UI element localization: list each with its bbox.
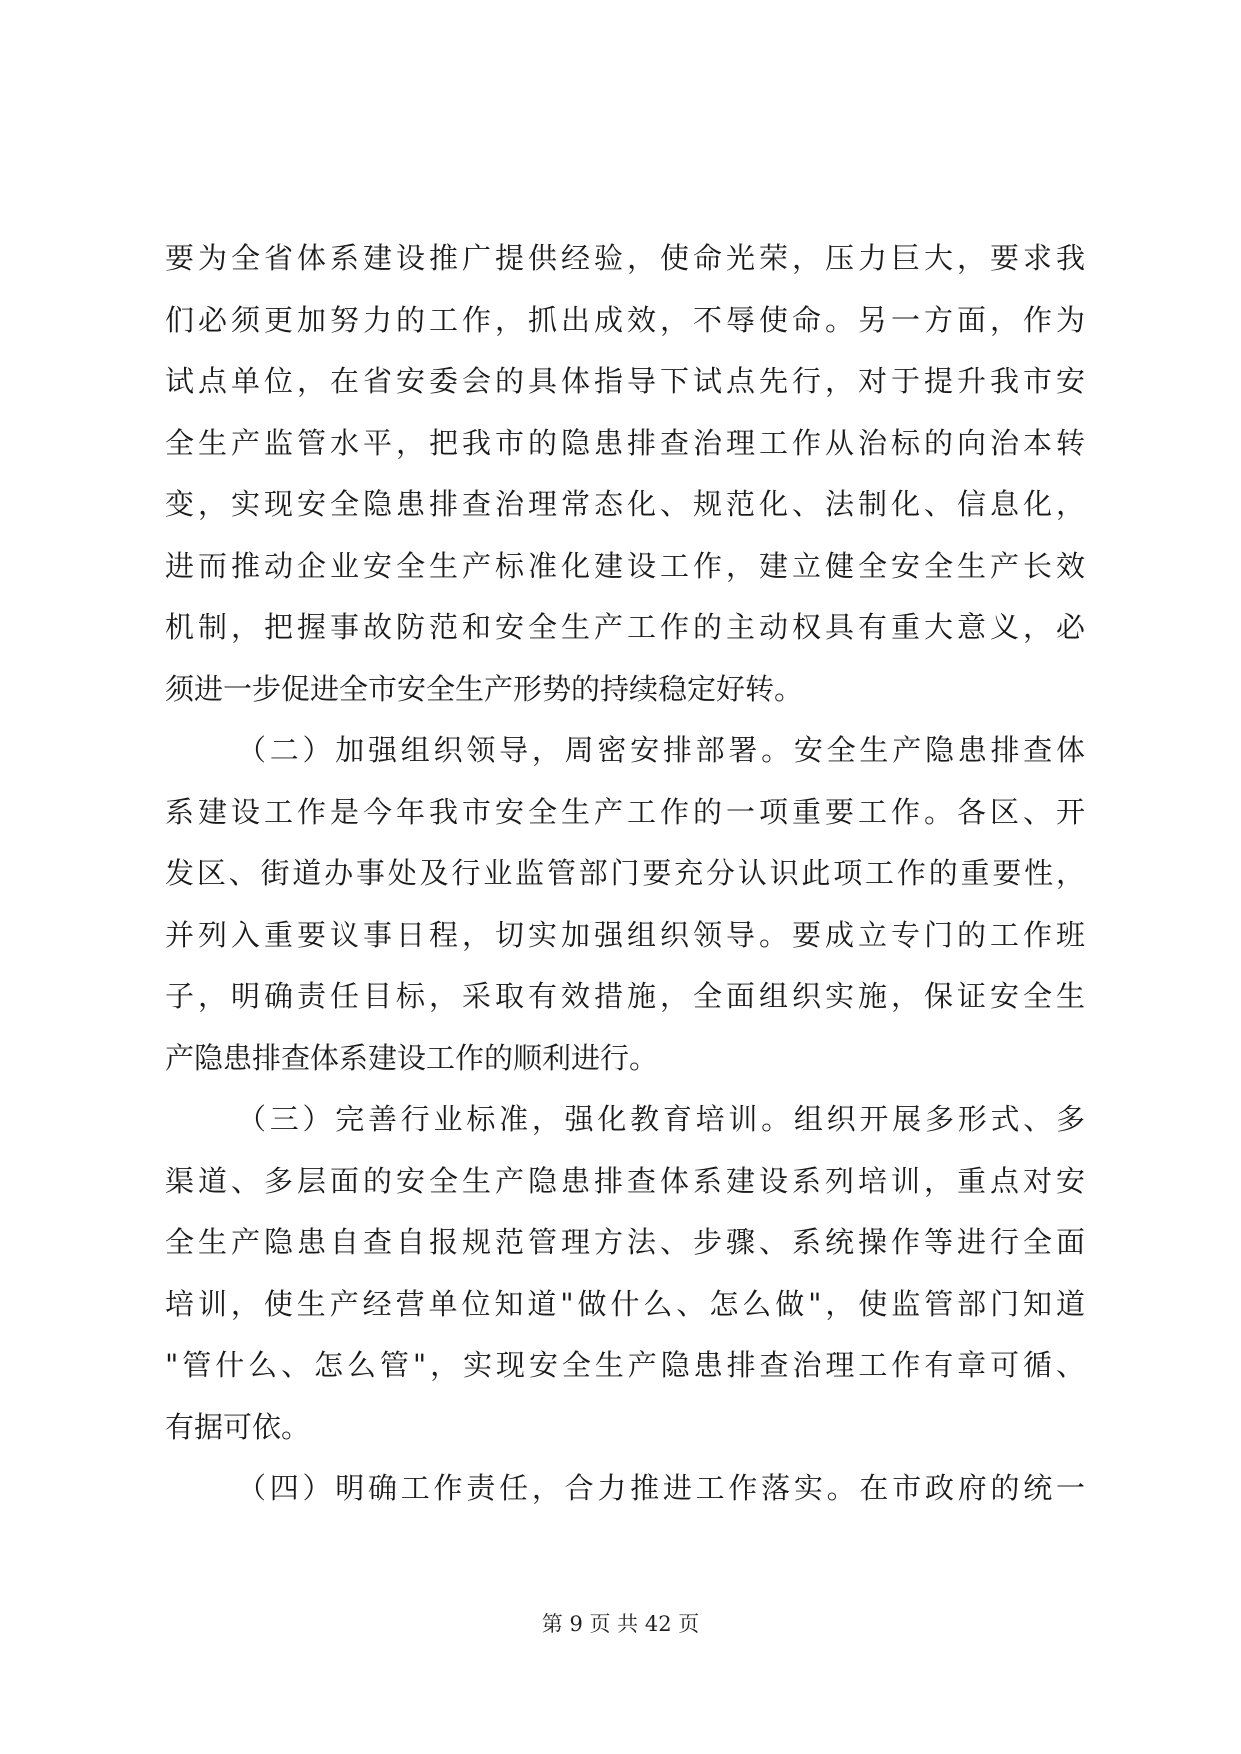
text-line: 进而推动企业安全生产标准化建设工作，建立健全安全生产长效 (165, 548, 1085, 583)
text-line: （四）明确工作责任，合力推进工作落实。在市政府的统一 (237, 1471, 1085, 1505)
text-line: 全生产隐患自查自报规范管理方法、步骤、系统操作等进行全面 (165, 1225, 1085, 1259)
text-line: 渠道、多层面的安全生产隐患排查体系建设系列培训，重点对安 (165, 1163, 1085, 1198)
text-line: "管什么、怎么管"，实现安全生产隐患排查治理工作有章可循、 (165, 1348, 1085, 1382)
text-line: 有据可依。 (165, 1409, 311, 1444)
text-line: 并列入重要议事日程，切实加强组织领导。要成立专门的工作班 (165, 917, 1085, 952)
text-line: 要为全省体系建设推广提供经验，使命光荣，压力巨大，要求我 (165, 241, 1085, 275)
text-line: 培训，使生产经营单位知道"做什么、怎么做"，使监管部门知道 (165, 1286, 1085, 1321)
text-line: 全生产监管水平，把我市的隐患排查治理工作从治标的向治本转 (165, 425, 1085, 460)
text-line: 变，实现安全隐患排查治理常态化、规范化、法制化、信息化， (165, 487, 1085, 521)
text-line: 系建设工作是今年我市安全生产工作的一项重要工作。各区、开 (165, 794, 1085, 829)
text-line: 子，明确责任目标，采取有效措施，全面组织实施，保证安全生 (165, 979, 1085, 1013)
text-line: 发区、街道办事处及行业监管部门要充分认识此项工作的重要性， (165, 856, 1085, 890)
document-body (165, 228, 1085, 1520)
text-line: 机制，把握事故防范和安全生产工作的主动权具有重大意义，必 (165, 610, 1085, 644)
text-line: （三）完善行业标准，强化教育培训。组织开展多形式、多 (237, 1102, 1085, 1136)
text-line: （二）加强组织领导，周密安排部署。安全生产隐患排查体 (237, 733, 1085, 767)
text-line: 产隐患排查体系建设工作的顺利进行。 (165, 1040, 659, 1075)
text-line: 须进一步促进全市安全生产形势的持续稳定好转。 (165, 671, 804, 706)
text-line: 试点单位，在省安委会的具体指导下试点先行，对于提升我市安 (165, 364, 1085, 398)
text-line: 们必须更加努力的工作，抓出成效，不辱使命。另一方面，作为 (165, 302, 1085, 337)
page-footer: 第 9 页 共 42 页 (541, 1612, 700, 1636)
